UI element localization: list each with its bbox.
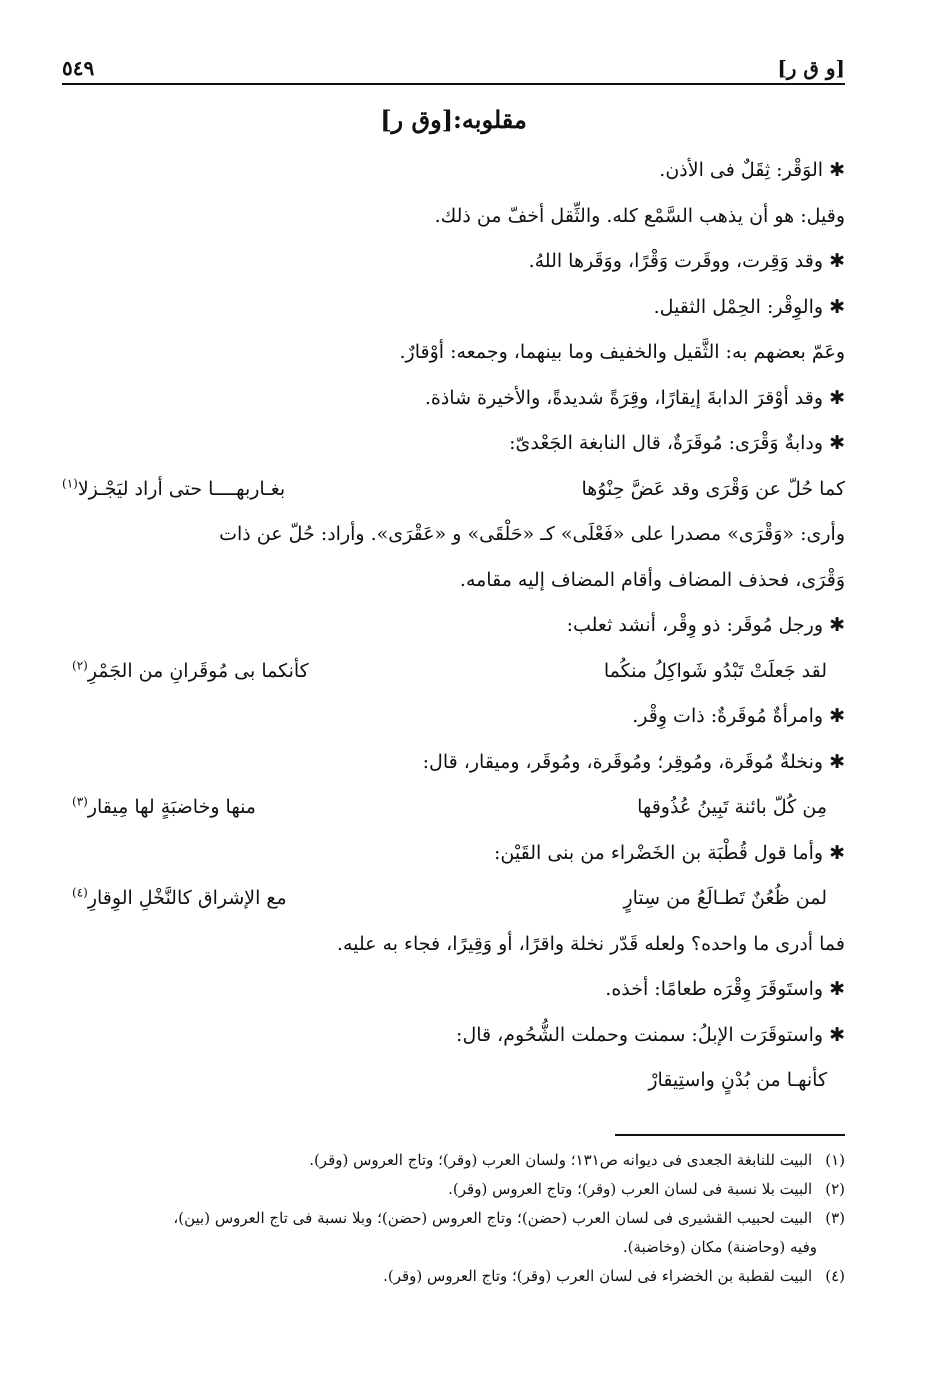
poetry-verse: [62, 649, 845, 695]
footnotes: [62, 1146, 845, 1291]
footnote-marker: (١): [62, 476, 78, 491]
footnote-number: (١): [825, 1150, 845, 1169]
section-heading: مقلوبه:[وق ر]: [380, 105, 527, 134]
verse-second-hemistich-text: مع الإشراق كالنَّخْلِ الوِقارِ: [87, 887, 287, 909]
verse-first-hemistich: مِن كُلّ بائنة تَبِينُ عُذُوقها: [637, 796, 827, 818]
entry-body: [62, 148, 845, 1104]
footnote: [62, 1204, 845, 1233]
footnote-marker: (٢): [72, 658, 88, 673]
poetry-verse: [62, 876, 845, 922]
entry-paragraph: وَقْرَى، فحذف المضاف وأقام المضاف إليه مقامه.: [459, 568, 845, 591]
footnote-marker: (٣): [72, 794, 88, 809]
entry-paragraph: وقيل: هو أن يذهب السَّمْع كله. والثِّقل أخفّ من ذلك.: [434, 204, 845, 227]
entry-paragraph: ✱ وامرأةٌ مُوقَرةٌ: ذات وِقْر.: [62, 694, 845, 740]
entry-paragraph: ✱ ودابةٌ وَقْرَى: مُوقَرَةٌ، قال النابغة الجَعْدىّ:: [62, 421, 845, 467]
footnote: [62, 1175, 845, 1204]
footnote: [62, 1262, 845, 1291]
footnote-number: (٢): [825, 1179, 845, 1198]
footnote: [62, 1146, 845, 1175]
page-number: ٥٤٩: [62, 56, 95, 80]
footnote-text: البيت للنابغة الجعدى فى ديوانه ص١٣١؛ ولسان العرب (وقر)؛ وتاج العروس (وقر).: [309, 1150, 813, 1169]
entry-paragraph: ✱ وأما قول قُطْبَة بن الخَضْراء من بنى القَيْن:: [62, 831, 845, 877]
entry-paragraph: وأرى: «وَقْرَى» مصدرا على «فَعْلَى» كـ «حَلْقَى» و «عَقْرَى». وأراد: حُلّ عن ذات: [219, 523, 845, 545]
poetry-verse-single: كأنهـا من بُدْنٍ واستِيقارْ: [648, 1069, 827, 1091]
entry-paragraph: فما أدرى ما واحده؟ ولعله قَدّر نخلة واقرًا، أو وَقِيرًا، فجاء به عليه.: [336, 932, 845, 955]
entry-paragraph: ✱ والوِقْر: الحِمْل الثقيل.: [62, 285, 845, 331]
footnote-continuation: وفيه (وحاضنة) مكان (وخاضبة).: [622, 1237, 817, 1256]
entry-paragraph: ✱ وقد وَقِرت، ووقَرت وَقْرًا، ووَقَرها اللهُ.: [62, 239, 845, 285]
entry-paragraph: وعَمّ بعضهم به: الثَّقيل والخفيف وما بينهما، وجمعه: أوْقارٌ.: [399, 341, 845, 363]
running-header: [62, 40, 845, 80]
entry-paragraph: ✱ واستوقَرَت الإبلُ: سمنت وحملت الشُّحُوم، قال:: [62, 1013, 845, 1059]
verse-second-hemistich-text: منها وخاضبَةٍ لها مِيقار: [87, 796, 256, 818]
footnote-text: البيت لقطبة بن الخضراء فى لسان العرب (وقر)؛ وتاج العروس (وقر).: [383, 1266, 813, 1285]
footnote-marker: (٤): [72, 885, 88, 900]
verse-first-hemistich: لمن ظُعُنٌ تَطـالَعُ من سِتارٍ: [623, 887, 827, 909]
verse-second-hemistich: [72, 649, 309, 695]
verse-second-hemistich: [62, 467, 285, 513]
footnote-number: (٤): [825, 1266, 845, 1285]
entry-paragraph: ✱ ورجل مُوقَر: ذو وِقْر، أنشد ثعلب:: [62, 603, 845, 649]
verse-first-hemistich: لقد جَعلَتْ تَبْدُو شَواكِلُ منكُما: [603, 659, 827, 682]
verse-second-hemistich: [72, 785, 256, 831]
header-divider: [62, 83, 845, 85]
running-header-root: [و ق ر]: [777, 56, 845, 80]
footnote-divider: [615, 1134, 845, 1136]
entry-paragraph: ✱ واستَوقَرَ وِقْرَه طعامًا: أخذه.: [62, 967, 845, 1013]
entry-paragraph: ✱ وقد أوْقرَ الدابةَ إيقارًا، وقِرَةً شديدةً، والأخيرة شاذة.: [62, 376, 845, 422]
poetry-verse: [62, 785, 845, 831]
footnote-number: (٣): [825, 1208, 845, 1227]
entry-paragraph: ✱ الوَقْر: ثِقَلٌ فى الأذن.: [62, 148, 845, 194]
verse-second-hemistich: [72, 876, 287, 922]
dictionary-page: [62, 40, 845, 1333]
verse-second-hemistich-text: كأنكما بى مُوقَرانِ من الجَمْرِ: [87, 659, 309, 682]
entry-paragraph: ✱ ونخلةٌ مُوقَرة، ومُوقِر؛ ومُوقَرة، ومُوقَر، وميقار، قال:: [62, 740, 845, 786]
footnote-text: البيت لحبيب القشيرى فى لسان العرب (حضن)؛ وتاج العروس (حضن)؛ وبلا نسبة فى تاج العروس (بين)،: [173, 1208, 813, 1227]
verse-first-hemistich: كما حُلّ عن وَقْرَى وقد عَضَّ حِنْوُها: [581, 477, 845, 500]
verse-second-hemistich-text: بغـاربهــــا حتى أراد ليَجْـزلا: [77, 477, 286, 500]
poetry-verse: [62, 467, 845, 513]
footnote-text: البيت بلا نسبة فى لسان العرب (وقر)؛ وتاج العروس (وقر).: [448, 1179, 813, 1198]
